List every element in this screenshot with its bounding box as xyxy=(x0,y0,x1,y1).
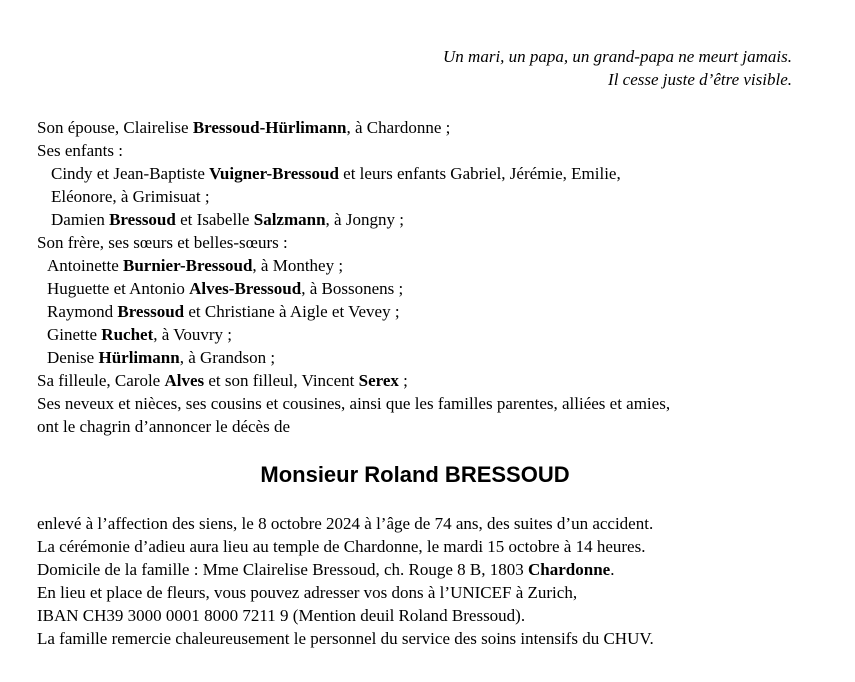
child-2-line xyxy=(37,208,837,231)
child-2-name: Bressoud xyxy=(109,210,176,229)
sibling-5-name: Hürlimann xyxy=(98,348,180,367)
spouse-line xyxy=(37,116,837,139)
sibling-3-name: Bressoud xyxy=(117,302,185,321)
text-fragment: . xyxy=(610,560,615,579)
text-fragment: et Isabelle xyxy=(175,210,254,229)
text-fragment: et leurs enfants Gabriel, Jérémie, Emilie, xyxy=(338,164,621,183)
sibling-4-line xyxy=(37,323,837,346)
text-fragment: Son épouse, Clairelise xyxy=(37,118,193,137)
goddaughter-name: Alves xyxy=(164,371,205,390)
text-fragment: , à Chardonne ; xyxy=(346,118,451,137)
details-line-2: La cérémonie d’adieu aura lieu au temple de Chardonne, le mardi 15 octobre à 14 heures. xyxy=(37,537,646,556)
text-fragment: Domicile de la famille : Mme Clairelise Bressoud, ch. Rouge 8 B, 1803 xyxy=(37,560,529,579)
text-fragment: , à Bossonens ; xyxy=(301,279,404,298)
sibling-2-line xyxy=(37,277,837,300)
epigraph-line-2: Il cesse juste d’être visible. xyxy=(608,70,792,89)
announcement-line: ont le chagrin d’annoncer le décès de xyxy=(37,417,290,436)
text-fragment: , à Jongny ; xyxy=(325,210,404,229)
child-1-name: Vuigner-Bressoud xyxy=(209,164,339,183)
family-town: Chardonne xyxy=(528,560,611,579)
family-list xyxy=(37,116,837,438)
siblings-heading: Son frère, ses sœurs et belles-sœurs : xyxy=(37,233,288,252)
sibling-3-line xyxy=(37,300,837,323)
details-line-4: En lieu et place de fleurs, vous pouvez adresser vos dons à l’UNICEF à Zurich, xyxy=(37,583,578,602)
text-fragment: Ginette xyxy=(47,325,102,344)
details-block xyxy=(37,512,837,650)
text-fragment: , à Vouvry ; xyxy=(153,325,232,344)
text-fragment: Damien xyxy=(51,210,110,229)
epigraph-line-1: Un mari, un papa, un grand-papa ne meurt jamais. xyxy=(443,47,792,66)
child-2-partner-name: Salzmann xyxy=(253,210,326,229)
details-line-1: enlevé à l’affection des siens, le 8 octobre 2024 à l’âge de 74 ans, des suites d’un accident. xyxy=(37,514,654,533)
child-1-line-cont: Eléonore, à Grimisuat ; xyxy=(51,187,210,206)
child-1-line xyxy=(37,162,837,185)
deceased-name: Monsieur Roland BRESSOUD xyxy=(260,462,570,487)
sibling-1-name: Burnier-Bressoud xyxy=(123,256,253,275)
godson-name: Serex xyxy=(358,371,399,390)
text-fragment: et Christiane à Aigle et Vevey ; xyxy=(184,302,400,321)
details-line-3 xyxy=(37,558,837,581)
details-line-6: La famille remercie chaleureusement le personnel du service des soins intensifs du CHUV. xyxy=(37,629,654,648)
sibling-5-line xyxy=(37,346,837,369)
sibling-4-name: Ruchet xyxy=(101,325,154,344)
text-fragment: ; xyxy=(398,371,408,390)
text-fragment: Antoinette xyxy=(47,256,124,275)
text-fragment: Huguette et Antonio xyxy=(47,279,190,298)
text-fragment: Sa filleule, Carole xyxy=(37,371,165,390)
children-heading: Ses enfants : xyxy=(37,141,123,160)
sibling-2-name: Alves-Bressoud xyxy=(189,279,302,298)
details-line-5: IBAN CH39 3000 0001 8000 7211 9 (Mention deuil Roland Bressoud). xyxy=(37,606,526,625)
relatives-line: Ses neveux et nièces, ses cousins et cousines, ainsi que les familles parentes, alliées et amies, xyxy=(37,394,671,413)
spouse-name: Bressoud-Hürlimann xyxy=(192,118,347,137)
text-fragment: et son filleul, Vincent xyxy=(204,371,359,390)
sibling-1-line xyxy=(37,254,837,277)
godchildren-line xyxy=(37,369,837,392)
text-fragment: Cindy et Jean-Baptiste xyxy=(51,164,210,183)
text-fragment: , à Grandson ; xyxy=(179,348,276,367)
epigraph xyxy=(443,45,792,91)
text-fragment: , à Monthey ; xyxy=(252,256,344,275)
text-fragment: Denise xyxy=(47,348,99,367)
text-fragment: Raymond xyxy=(47,302,118,321)
